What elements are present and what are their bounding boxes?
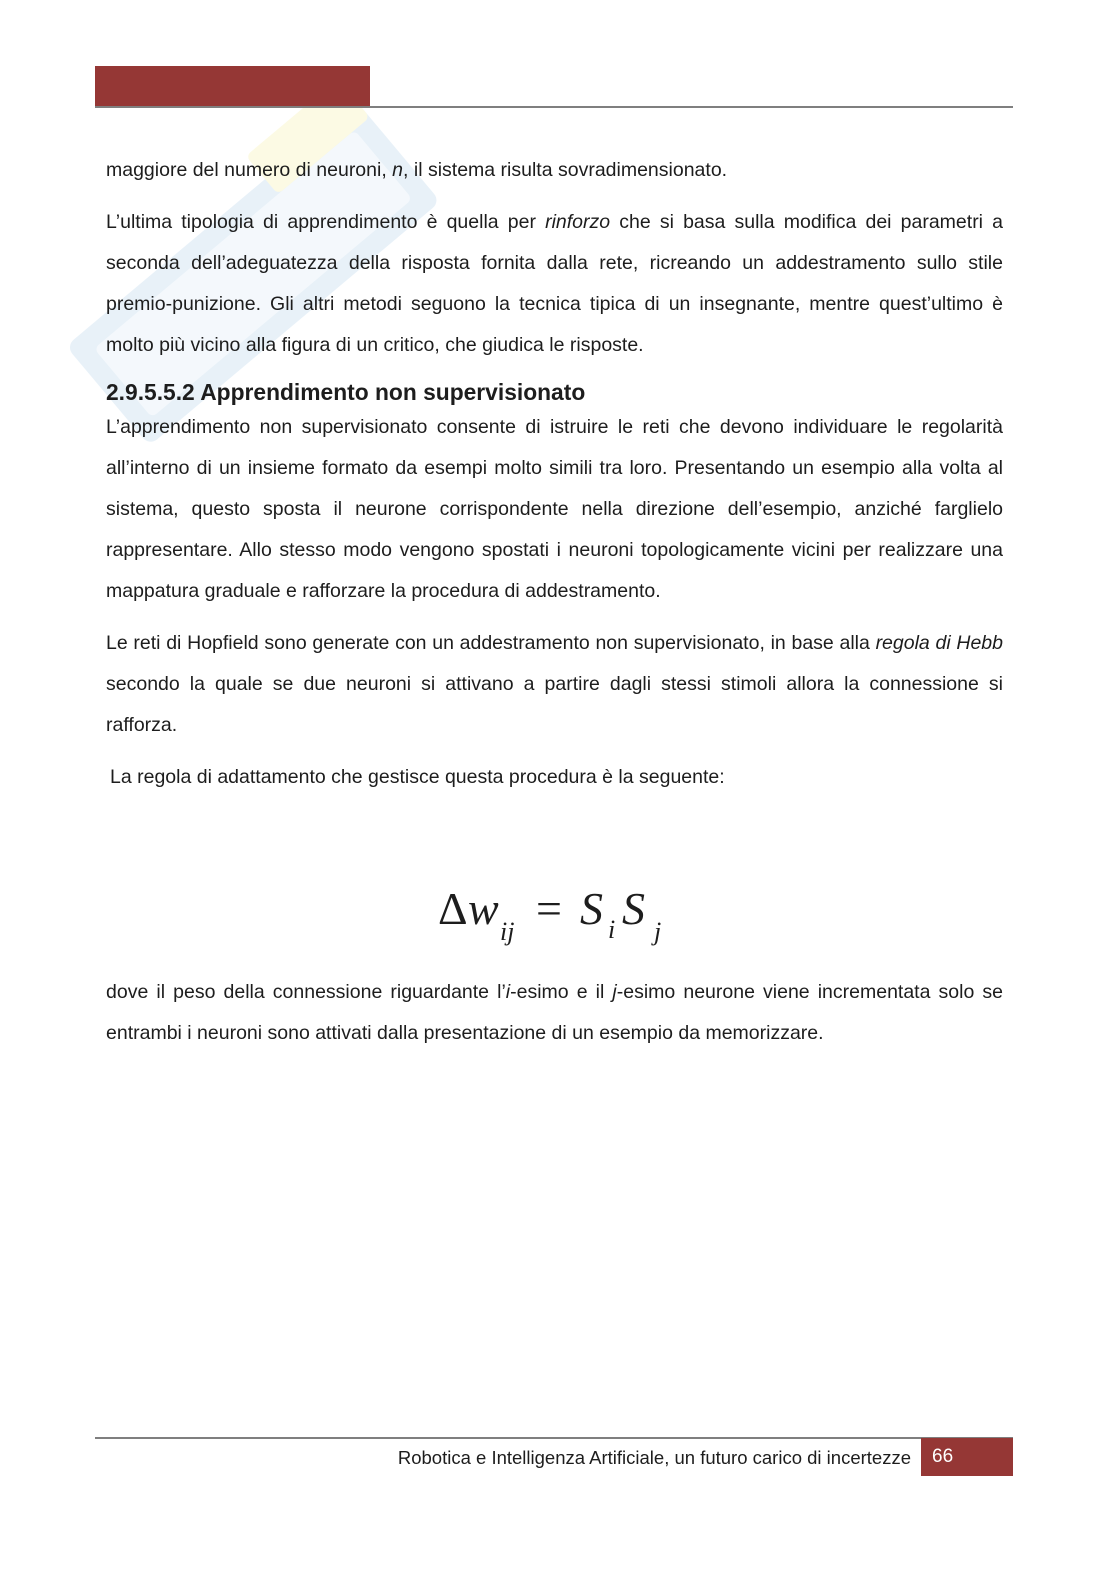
section-heading: 2.9.5.5.2 Apprendimento non supervisionato [106, 379, 586, 405]
page-number: 66 [921, 1438, 1013, 1476]
paragraph-reinforcement: L’ultima tipologia di apprendimento è quella per rinforzo che si basa sulla modifica dei parametri a seconda dell’adeguatezza della risposta fornita dalla rete, ricreando un addestramento sullo stile premio-punizione. Gli altri metodi seguono la tecnica tipica di un insegnante, mentre quest’ultimo è molto più vicino alla figura di un critico, che giudica le risposte. [106, 211, 1004, 356]
formula-equals: = [536, 883, 562, 934]
hebb-formula [438, 878, 678, 948]
paragraph-unsupervised: L’apprendimento non supervisionato consente di istruire le reti che devono individuare le regolarità all’interno di un insieme formato da esempi molto simili tra loro. Presentando un esempio alla volta al sistema, questo sposta il neurone corrispondente nella direzione dell’esempio, anziché farglielo rappresentare. Allo stesso modo vengono spostati i neuroni topologicamente vicini per realizzare una mappatura graduale e rafforzare la procedura di addestramento. [106, 416, 1003, 602]
formula-delta: Δ [438, 883, 468, 934]
document-body [106, 150, 1003, 809]
paragraph-hopfield: Le reti di Hopfield sono generate con un addestramento non supervisionato, in base alla regola di Hebb secondo la quale se due neuroni si attivano a partire dagli stessi stimoli allora la connessione si rafforza. [106, 632, 1003, 736]
paragraph-formula-explanation: dove il peso della connessione riguardante l’i-esimo e il j-esimo neurone viene incrementata solo se entrambi i neuroni sono attivati dalla presentazione di un esempio da memorizzare. [106, 981, 1003, 1044]
formula-w: w [468, 883, 499, 934]
formula-s-i: S [580, 883, 603, 934]
header-accent-bar [95, 66, 370, 107]
formula-s-j-subscript: j [654, 917, 662, 946]
formula-w-subscript: ij [500, 917, 515, 946]
document-body-after-formula [106, 972, 1003, 1065]
paragraph-rule-intro: La regola di adattamento che gestisce questa procedura è la seguente: [110, 766, 725, 788]
footer-rule [95, 1437, 1013, 1439]
paragraph-continuation: maggiore del numero di neuroni, n, il sistema risulta sovradimensionato. [106, 159, 728, 181]
formula-s-i-subscript: i [608, 915, 616, 944]
formula-s-j: S [622, 883, 645, 934]
footer-title: Robotica e Intelligenza Artificiale, un futuro carico di incertezze [397, 1447, 911, 1468]
header-rule [95, 106, 1013, 108]
